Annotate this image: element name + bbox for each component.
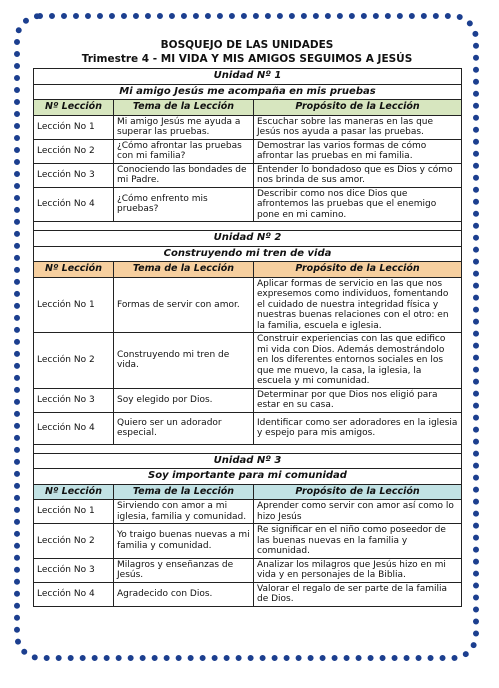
lesson-number: Lección No 1: [34, 115, 114, 139]
lesson-number: Lección No 3: [34, 558, 114, 582]
lesson-number: Lección No 3: [34, 163, 114, 187]
lesson-topic: Sirviendo con amor a mi iglesia, familia y comunidad.: [114, 500, 254, 524]
lesson-row: [34, 139, 462, 163]
lesson-row: [34, 187, 462, 222]
lesson-purpose: Describir como nos dice Dios que afrontemos las pruebas que el enemigo pone en mi camino.: [254, 187, 462, 222]
unit-label-row: [34, 231, 462, 247]
lesson-purpose: Construir experiencias con las que edifico mi vida con Dios. Además demostrándolo en los diferentes entornos sociales en los que me muevo, la casa, la iglesia, la escuela y mi comunidad.: [254, 333, 462, 389]
column-header-purpose: Propósito de la Lección: [254, 484, 462, 500]
unit-title-row: [34, 84, 462, 100]
lesson-number: Lección No 1: [34, 277, 114, 333]
lesson-purpose: Aprender como servir con amor así como lo hizo Jesús: [254, 500, 462, 524]
lesson-purpose: Valorar el regalo de ser parte de la familia de Dios.: [254, 582, 462, 606]
unit-title: Mi amigo Jesús me acompaña en mis pruebas: [34, 84, 462, 100]
column-header-lesson-number: Nº Lección: [34, 262, 114, 278]
spacer-cell: [34, 222, 462, 231]
lesson-topic: ¿Cómo enfrento mis pruebas?: [114, 187, 254, 222]
unit-title: Construyendo mi tren de vida: [34, 246, 462, 262]
lesson-row: [34, 582, 462, 606]
unit-label: Unidad Nº 3: [34, 453, 462, 469]
column-header-row: [34, 262, 462, 278]
document-subtitle: Trimestre 4 - MI VIDA Y MIS AMIGOS SEGUIMOS A JESÚS: [81, 53, 413, 65]
column-header-lesson-number: Nº Lección: [34, 100, 114, 116]
lesson-topic: Quiero ser un adorador especial.: [114, 412, 254, 444]
lesson-number: Lección No 1: [34, 500, 114, 524]
lesson-purpose: Demostrar las varios formas de cómo afrontar las pruebas en mi familia.: [254, 139, 462, 163]
column-header-purpose: Propósito de la Lección: [254, 262, 462, 278]
lesson-purpose: Analizar los milagros que Jesús hizo en mi vida y en personajes de la Biblia.: [254, 558, 462, 582]
lesson-row: [34, 388, 462, 412]
lesson-number: Lección No 4: [34, 187, 114, 222]
lesson-purpose: Escuchar sobre las maneras en las que Jesús nos ayuda a pasar las pruebas.: [254, 115, 462, 139]
column-header-topic: Tema de la Lección: [114, 484, 254, 500]
unit-label-row: [34, 69, 462, 85]
unit-title: Soy importante para mi comunidad: [34, 469, 462, 485]
unit-label: Unidad Nº 1: [34, 69, 462, 85]
unit-label-row: [34, 453, 462, 469]
column-header-row: [34, 100, 462, 116]
lesson-purpose: Aplicar formas de servicio en las que nos expresemos como individuos, fomentando el cuidado de nuestra integridad física y nuestras buenas relaciones con el otro: en la familia, escuela e iglesia.: [254, 277, 462, 333]
lesson-row: [34, 163, 462, 187]
lesson-purpose: Re significar en el niño como poseedor de las buenas nuevas en la familia y comunidad.: [254, 524, 462, 559]
lesson-topic: ¿Cómo afrontar las pruebas con mi familia?: [114, 139, 254, 163]
lesson-row: [34, 524, 462, 559]
lesson-topic: Mi amigo Jesús me ayuda a superar las pruebas.: [114, 115, 254, 139]
unit-title-row: [34, 469, 462, 485]
lesson-row: [34, 558, 462, 582]
lesson-row: [34, 500, 462, 524]
lesson-row: [34, 333, 462, 389]
column-header-topic: Tema de la Lección: [114, 100, 254, 116]
column-header-row: [34, 484, 462, 500]
lesson-number: Lección No 2: [34, 139, 114, 163]
lesson-number: Lección No 3: [34, 388, 114, 412]
lesson-number: Lección No 2: [34, 524, 114, 559]
column-header-purpose: Propósito de la Lección: [254, 100, 462, 116]
lesson-purpose: Identificar como ser adoradores en la iglesia y espejo para mis amigos.: [254, 412, 462, 444]
lesson-topic: Agradecido con Dios.: [114, 582, 254, 606]
lesson-topic: Soy elegido por Dios.: [114, 388, 254, 412]
column-header-lesson-number: Nº Lección: [34, 484, 114, 500]
unit-spacer-row: [34, 222, 462, 231]
lesson-number: Lección No 4: [34, 582, 114, 606]
lesson-topic: Yo traigo buenas nuevas a mi familia y comunidad.: [114, 524, 254, 559]
document-body: [33, 38, 461, 607]
lesson-row: [34, 277, 462, 333]
lesson-row: [34, 115, 462, 139]
lesson-row: [34, 412, 462, 444]
column-header-topic: Tema de la Lección: [114, 262, 254, 278]
unit-title-row: [34, 246, 462, 262]
lesson-topic: Construyendo mi tren de vida.: [114, 333, 254, 389]
unit-label: Unidad Nº 2: [34, 231, 462, 247]
lesson-purpose: Determinar por que Dios nos eligió para estar en su casa.: [254, 388, 462, 412]
lesson-purpose: Entender lo bondadoso que es Dios y cómo nos brinda de sus amor.: [254, 163, 462, 187]
unit-spacer-row: [34, 444, 462, 453]
document-title: BOSQUEJO DE LAS UNIDADES: [160, 39, 334, 51]
spacer-cell: [34, 444, 462, 453]
units-outline-table: [33, 68, 462, 607]
lesson-number: Lección No 2: [34, 333, 114, 389]
lesson-topic: Formas de servir con amor.: [114, 277, 254, 333]
lesson-topic: Milagros y enseñanzas de Jesús.: [114, 558, 254, 582]
lesson-topic: Conociendo las bondades de mi Padre.: [114, 163, 254, 187]
lesson-number: Lección No 4: [34, 412, 114, 444]
